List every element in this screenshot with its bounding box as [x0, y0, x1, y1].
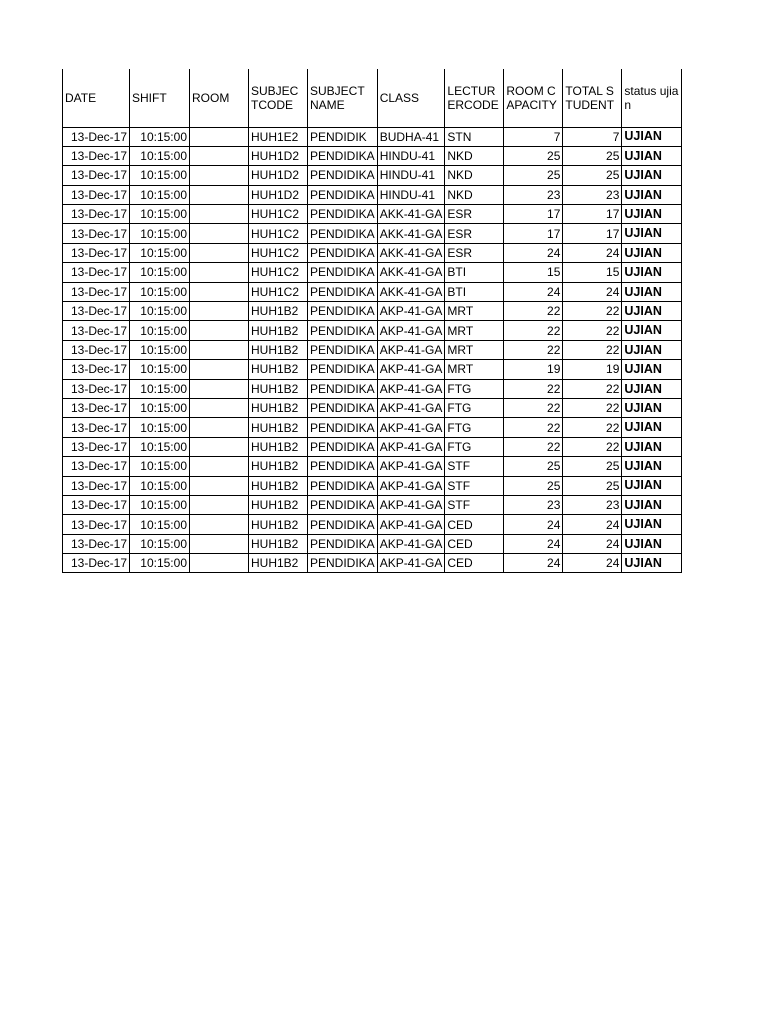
cell-total-student[interactable]: 24 — [563, 515, 622, 534]
cell-room[interactable] — [190, 321, 249, 340]
cell-subject-code[interactable]: HUH1B2 — [249, 554, 308, 573]
cell-lecturer-code[interactable]: MRT — [445, 302, 504, 321]
cell-subject-code[interactable]: HUH1C2 — [249, 205, 308, 224]
cell-room[interactable] — [190, 263, 249, 282]
cell-room-capacity[interactable]: 22 — [504, 340, 563, 359]
cell-shift[interactable]: 10:15:00 — [130, 476, 190, 495]
cell-subject-name[interactable]: PENDIDIKA — [308, 224, 378, 243]
cell-date[interactable]: 13-Dec-17 — [63, 534, 130, 553]
cell-class[interactable]: BUDHA-41 — [377, 127, 445, 146]
cell-room-capacity[interactable]: 25 — [504, 166, 563, 185]
cell-status[interactable]: UJIAN — [622, 418, 682, 437]
cell-lecturer-code[interactable]: FTG — [445, 379, 504, 398]
cell-lecturer-code[interactable]: STF — [445, 457, 504, 476]
cell-status[interactable]: UJIAN — [622, 398, 682, 417]
cell-room-capacity[interactable]: 22 — [504, 398, 563, 417]
cell-subject-code[interactable]: HUH1C2 — [249, 263, 308, 282]
cell-room[interactable] — [190, 398, 249, 417]
cell-shift[interactable]: 10:15:00 — [130, 418, 190, 437]
cell-subject-name[interactable]: PENDIDIKA — [308, 205, 378, 224]
cell-lecturer-code[interactable]: STF — [445, 476, 504, 495]
cell-class[interactable]: AKP-41-GA — [377, 360, 445, 379]
cell-class[interactable]: AKP-41-GA — [377, 321, 445, 340]
cell-status[interactable]: UJIAN — [622, 437, 682, 456]
cell-shift[interactable]: 10:15:00 — [130, 205, 190, 224]
cell-room[interactable] — [190, 379, 249, 398]
cell-total-student[interactable]: 22 — [563, 398, 622, 417]
cell-date[interactable]: 13-Dec-17 — [63, 437, 130, 456]
cell-subject-code[interactable]: HUH1B2 — [249, 418, 308, 437]
cell-date[interactable]: 13-Dec-17 — [63, 379, 130, 398]
cell-total-student[interactable]: 22 — [563, 340, 622, 359]
cell-subject-code[interactable]: HUH1B2 — [249, 534, 308, 553]
cell-lecturer-code[interactable]: FTG — [445, 437, 504, 456]
cell-room[interactable] — [190, 418, 249, 437]
cell-subject-name[interactable]: PENDIDIKA — [308, 379, 378, 398]
cell-subject-code[interactable]: HUH1B2 — [249, 321, 308, 340]
cell-date[interactable]: 13-Dec-17 — [63, 554, 130, 573]
cell-lecturer-code[interactable]: NKD — [445, 166, 504, 185]
cell-subject-name[interactable]: PENDIDIKA — [308, 534, 378, 553]
table-row — [63, 282, 682, 301]
cell-room[interactable] — [190, 224, 249, 243]
cell-class[interactable]: AKP-41-GA — [377, 418, 445, 437]
cell-subject-name[interactable]: PENDIDIKA — [308, 495, 378, 514]
cell-status[interactable]: UJIAN — [622, 476, 682, 495]
cell-room-capacity[interactable]: 15 — [504, 263, 563, 282]
cell-room[interactable] — [190, 515, 249, 534]
cell-room-capacity[interactable]: 17 — [504, 205, 563, 224]
cell-room[interactable] — [190, 282, 249, 301]
cell-room[interactable] — [190, 360, 249, 379]
cell-total-student[interactable]: 22 — [563, 437, 622, 456]
cell-class[interactable]: HINDU-41 — [377, 185, 445, 204]
cell-date[interactable]: 13-Dec-17 — [63, 418, 130, 437]
cell-total-student[interactable]: 25 — [563, 457, 622, 476]
cell-total-student[interactable]: 22 — [563, 379, 622, 398]
cell-total-student[interactable]: 23 — [563, 495, 622, 514]
exam-schedule-sheet — [62, 69, 682, 573]
cell-status[interactable]: UJIAN — [622, 185, 682, 204]
cell-date[interactable]: 13-Dec-17 — [63, 398, 130, 417]
table-row — [63, 127, 682, 146]
cell-shift[interactable]: 10:15:00 — [130, 398, 190, 417]
cell-room[interactable] — [190, 243, 249, 262]
cell-room-capacity[interactable]: 24 — [504, 282, 563, 301]
header-row — [63, 69, 682, 127]
cell-date[interactable]: 13-Dec-17 — [63, 515, 130, 534]
cell-class[interactable]: AKP-41-GA — [377, 476, 445, 495]
cell-lecturer-code[interactable]: CED — [445, 534, 504, 553]
cell-shift[interactable]: 10:15:00 — [130, 437, 190, 456]
cell-total-student[interactable]: 24 — [563, 554, 622, 573]
header-status-ujian[interactable]: status ujian — [622, 69, 682, 127]
cell-status[interactable]: UJIAN — [622, 534, 682, 553]
cell-class[interactable]: AKP-41-GA — [377, 554, 445, 573]
cell-subject-code[interactable]: HUH1D2 — [249, 166, 308, 185]
cell-status[interactable]: UJIAN — [622, 495, 682, 514]
cell-class[interactable]: AKP-41-GA — [377, 398, 445, 417]
cell-total-student[interactable]: 17 — [563, 205, 622, 224]
cell-room-capacity[interactable]: 17 — [504, 224, 563, 243]
cell-room[interactable] — [190, 185, 249, 204]
cell-room-capacity[interactable]: 25 — [504, 457, 563, 476]
cell-date[interactable]: 13-Dec-17 — [63, 340, 130, 359]
cell-total-student[interactable]: 24 — [563, 282, 622, 301]
cell-class[interactable]: HINDU-41 — [377, 146, 445, 165]
cell-status[interactable]: UJIAN — [622, 379, 682, 398]
cell-lecturer-code[interactable]: MRT — [445, 360, 504, 379]
cell-date[interactable]: 13-Dec-17 — [63, 185, 130, 204]
cell-shift[interactable]: 10:15:00 — [130, 379, 190, 398]
cell-status[interactable]: UJIAN — [622, 302, 682, 321]
cell-total-student[interactable]: 22 — [563, 418, 622, 437]
cell-subject-name[interactable]: PENDIDIKA — [308, 166, 378, 185]
cell-lecturer-code[interactable]: ESR — [445, 224, 504, 243]
table-row — [63, 495, 682, 514]
table-row — [63, 418, 682, 437]
cell-class[interactable]: AKP-41-GA — [377, 302, 445, 321]
table-row — [63, 379, 682, 398]
cell-subject-name[interactable]: PENDIDIKA — [308, 398, 378, 417]
cell-total-student[interactable]: 24 — [563, 243, 622, 262]
cell-date[interactable]: 13-Dec-17 — [63, 263, 130, 282]
cell-class[interactable]: AKP-41-GA — [377, 534, 445, 553]
cell-room-capacity[interactable]: 24 — [504, 515, 563, 534]
header-room[interactable]: ROOM — [190, 69, 249, 127]
cell-subject-code[interactable]: HUH1B2 — [249, 515, 308, 534]
cell-subject-code[interactable]: HUH1C2 — [249, 243, 308, 262]
table-row — [63, 166, 682, 185]
cell-room[interactable] — [190, 457, 249, 476]
table-row — [63, 457, 682, 476]
table-row — [63, 146, 682, 165]
table-body — [63, 127, 682, 573]
cell-room[interactable] — [190, 302, 249, 321]
cell-lecturer-code[interactable]: ESR — [445, 205, 504, 224]
cell-total-student[interactable]: 24 — [563, 534, 622, 553]
cell-subject-name[interactable]: PENDIDIKA — [308, 263, 378, 282]
cell-total-student[interactable]: 7 — [563, 127, 622, 146]
cell-lecturer-code[interactable]: NKD — [445, 185, 504, 204]
cell-date[interactable]: 13-Dec-17 — [63, 146, 130, 165]
cell-subject-name[interactable]: PENDIDIKA — [308, 437, 378, 456]
cell-subject-code[interactable]: HUH1B2 — [249, 379, 308, 398]
cell-subject-name[interactable]: PENDIDIK — [308, 127, 378, 146]
header-lecturer-code[interactable]: LECTURERCODE — [445, 69, 504, 127]
cell-subject-code[interactable]: HUH1E2 — [249, 127, 308, 146]
header-total-student[interactable]: TOTAL STUDENT — [563, 69, 622, 127]
cell-room[interactable] — [190, 534, 249, 553]
cell-shift[interactable]: 10:15:00 — [130, 515, 190, 534]
cell-subject-code[interactable]: HUH1B2 — [249, 360, 308, 379]
cell-subject-code[interactable]: HUH1C2 — [249, 282, 308, 301]
cell-total-student[interactable]: 22 — [563, 321, 622, 340]
cell-room-capacity[interactable]: 22 — [504, 437, 563, 456]
cell-room[interactable] — [190, 554, 249, 573]
exam-schedule-table — [62, 69, 682, 573]
cell-shift[interactable]: 10:15:00 — [130, 127, 190, 146]
cell-subject-name[interactable]: PENDIDIKA — [308, 476, 378, 495]
cell-lecturer-code[interactable]: FTG — [445, 398, 504, 417]
cell-class[interactable]: AKP-41-GA — [377, 340, 445, 359]
cell-room-capacity[interactable]: 25 — [504, 146, 563, 165]
cell-status[interactable]: UJIAN — [622, 166, 682, 185]
cell-shift[interactable]: 10:15:00 — [130, 534, 190, 553]
cell-total-student[interactable]: 22 — [563, 302, 622, 321]
cell-status[interactable]: UJIAN — [622, 321, 682, 340]
cell-shift[interactable]: 10:15:00 — [130, 457, 190, 476]
header-class[interactable]: CLASS — [377, 69, 445, 127]
table-row — [63, 224, 682, 243]
cell-shift[interactable]: 10:15:00 — [130, 185, 190, 204]
cell-status[interactable]: UJIAN — [622, 127, 682, 146]
cell-status[interactable]: UJIAN — [622, 243, 682, 262]
cell-room[interactable] — [190, 127, 249, 146]
cell-total-student[interactable]: 25 — [563, 476, 622, 495]
table-row — [63, 321, 682, 340]
header-subject-code[interactable]: SUBJECTCODE — [249, 69, 308, 127]
cell-class[interactable]: AKP-41-GA — [377, 457, 445, 476]
cell-status[interactable]: UJIAN — [622, 146, 682, 165]
cell-total-student[interactable]: 25 — [563, 146, 622, 165]
cell-total-student[interactable]: 17 — [563, 224, 622, 243]
header-subject-name[interactable]: SUBJECT NAME — [308, 69, 378, 127]
table-row — [63, 476, 682, 495]
cell-status[interactable]: UJIAN — [622, 554, 682, 573]
cell-class[interactable]: AKK-41-GA — [377, 263, 445, 282]
cell-room[interactable] — [190, 340, 249, 359]
cell-lecturer-code[interactable]: NKD — [445, 146, 504, 165]
cell-shift[interactable]: 10:15:00 — [130, 224, 190, 243]
cell-lecturer-code[interactable]: STF — [445, 495, 504, 514]
cell-date[interactable]: 13-Dec-17 — [63, 282, 130, 301]
cell-subject-name[interactable]: PENDIDIKA — [308, 360, 378, 379]
cell-room-capacity[interactable]: 24 — [504, 554, 563, 573]
cell-class[interactable]: AKP-41-GA — [377, 515, 445, 534]
cell-room-capacity[interactable]: 19 — [504, 360, 563, 379]
cell-lecturer-code[interactable]: FTG — [445, 418, 504, 437]
cell-lecturer-code[interactable]: BTI — [445, 263, 504, 282]
cell-class[interactable]: AKP-41-GA — [377, 437, 445, 456]
cell-shift[interactable]: 10:15:00 — [130, 495, 190, 514]
cell-shift[interactable]: 10:15:00 — [130, 340, 190, 359]
cell-subject-name[interactable]: PENDIDIKA — [308, 554, 378, 573]
table-row — [63, 515, 682, 534]
header-date[interactable]: DATE — [63, 69, 130, 127]
cell-lecturer-code[interactable]: STN — [445, 127, 504, 146]
cell-subject-code[interactable]: HUH1C2 — [249, 224, 308, 243]
cell-room[interactable] — [190, 495, 249, 514]
cell-shift[interactable]: 10:15:00 — [130, 321, 190, 340]
cell-subject-name[interactable]: PENDIDIKA — [308, 282, 378, 301]
cell-subject-name[interactable]: PENDIDIKA — [308, 146, 378, 165]
cell-lecturer-code[interactable]: CED — [445, 515, 504, 534]
cell-room-capacity[interactable]: 22 — [504, 418, 563, 437]
cell-shift[interactable]: 10:15:00 — [130, 360, 190, 379]
cell-shift[interactable]: 10:15:00 — [130, 282, 190, 301]
cell-class[interactable]: AKK-41-GA — [377, 205, 445, 224]
cell-class[interactable]: AKP-41-GA — [377, 495, 445, 514]
cell-subject-name[interactable]: PENDIDIKA — [308, 321, 378, 340]
cell-room-capacity[interactable]: 24 — [504, 243, 563, 262]
cell-date[interactable]: 13-Dec-17 — [63, 476, 130, 495]
cell-date[interactable]: 13-Dec-17 — [63, 243, 130, 262]
cell-room[interactable] — [190, 166, 249, 185]
cell-subject-name[interactable]: PENDIDIKA — [308, 515, 378, 534]
cell-room-capacity[interactable]: 23 — [504, 495, 563, 514]
cell-status[interactable]: UJIAN — [622, 360, 682, 379]
header-room-capacity[interactable]: ROOM CAPACITY — [504, 69, 563, 127]
cell-lecturer-code[interactable]: MRT — [445, 321, 504, 340]
table-header — [63, 69, 682, 127]
cell-subject-name[interactable]: PENDIDIKA — [308, 243, 378, 262]
cell-date[interactable]: 13-Dec-17 — [63, 457, 130, 476]
table-row — [63, 437, 682, 456]
cell-status[interactable]: UJIAN — [622, 457, 682, 476]
cell-room[interactable] — [190, 437, 249, 456]
table-row — [63, 263, 682, 282]
table-row — [63, 398, 682, 417]
cell-subject-name[interactable]: PENDIDIKA — [308, 457, 378, 476]
cell-class[interactable]: AKK-41-GA — [377, 224, 445, 243]
cell-total-student[interactable]: 23 — [563, 185, 622, 204]
cell-date[interactable]: 13-Dec-17 — [63, 321, 130, 340]
cell-lecturer-code[interactable]: BTI — [445, 282, 504, 301]
cell-subject-code[interactable]: HUH1B2 — [249, 302, 308, 321]
table-row — [63, 360, 682, 379]
cell-total-student[interactable]: 15 — [563, 263, 622, 282]
cell-room[interactable] — [190, 146, 249, 165]
table-row — [63, 243, 682, 262]
cell-room-capacity[interactable]: 22 — [504, 321, 563, 340]
cell-subject-code[interactable]: HUH1B2 — [249, 340, 308, 359]
cell-shift[interactable]: 10:15:00 — [130, 554, 190, 573]
table-row — [63, 302, 682, 321]
table-row — [63, 534, 682, 553]
cell-shift[interactable]: 10:15:00 — [130, 263, 190, 282]
cell-date[interactable]: 13-Dec-17 — [63, 495, 130, 514]
cell-shift[interactable]: 10:15:00 — [130, 243, 190, 262]
cell-lecturer-code[interactable]: ESR — [445, 243, 504, 262]
cell-subject-code[interactable]: HUH1B2 — [249, 476, 308, 495]
cell-subject-code[interactable]: HUH1B2 — [249, 398, 308, 417]
cell-class[interactable]: HINDU-41 — [377, 166, 445, 185]
cell-subject-name[interactable]: PENDIDIKA — [308, 185, 378, 204]
cell-room[interactable] — [190, 205, 249, 224]
cell-room-capacity[interactable]: 24 — [504, 534, 563, 553]
cell-room[interactable] — [190, 476, 249, 495]
cell-room-capacity[interactable]: 25 — [504, 476, 563, 495]
cell-date[interactable]: 13-Dec-17 — [63, 224, 130, 243]
cell-class[interactable]: AKP-41-GA — [377, 379, 445, 398]
cell-date[interactable]: 13-Dec-17 — [63, 205, 130, 224]
cell-subject-code[interactable]: HUH1D2 — [249, 185, 308, 204]
cell-date[interactable]: 13-Dec-17 — [63, 302, 130, 321]
cell-subject-name[interactable]: PENDIDIKA — [308, 418, 378, 437]
cell-shift[interactable]: 10:15:00 — [130, 302, 190, 321]
cell-room-capacity[interactable]: 22 — [504, 379, 563, 398]
table-row — [63, 340, 682, 359]
cell-status[interactable]: UJIAN — [622, 224, 682, 243]
cell-lecturer-code[interactable]: MRT — [445, 340, 504, 359]
cell-status[interactable]: UJIAN — [622, 263, 682, 282]
cell-date[interactable]: 13-Dec-17 — [63, 166, 130, 185]
cell-date[interactable]: 13-Dec-17 — [63, 360, 130, 379]
cell-total-student[interactable]: 19 — [563, 360, 622, 379]
cell-total-student[interactable]: 25 — [563, 166, 622, 185]
cell-room-capacity[interactable]: 7 — [504, 127, 563, 146]
cell-subject-code[interactable]: HUH1B2 — [249, 457, 308, 476]
header-shift[interactable]: SHIFT — [130, 69, 190, 127]
cell-status[interactable]: UJIAN — [622, 282, 682, 301]
table-row — [63, 185, 682, 204]
cell-subject-name[interactable]: PENDIDIKA — [308, 302, 378, 321]
cell-class[interactable]: AKK-41-GA — [377, 243, 445, 262]
cell-date[interactable]: 13-Dec-17 — [63, 127, 130, 146]
cell-subject-name[interactable]: PENDIDIKA — [308, 340, 378, 359]
cell-class[interactable]: AKK-41-GA — [377, 282, 445, 301]
cell-lecturer-code[interactable]: CED — [445, 554, 504, 573]
cell-subject-code[interactable]: HUH1B2 — [249, 495, 308, 514]
table-row — [63, 554, 682, 573]
cell-room-capacity[interactable]: 23 — [504, 185, 563, 204]
cell-status[interactable]: UJIAN — [622, 515, 682, 534]
cell-subject-code[interactable]: HUH1B2 — [249, 437, 308, 456]
cell-subject-code[interactable]: HUH1D2 — [249, 146, 308, 165]
cell-shift[interactable]: 10:15:00 — [130, 166, 190, 185]
table-row — [63, 205, 682, 224]
cell-room-capacity[interactable]: 22 — [504, 302, 563, 321]
cell-status[interactable]: UJIAN — [622, 340, 682, 359]
cell-shift[interactable]: 10:15:00 — [130, 146, 190, 165]
cell-status[interactable]: UJIAN — [622, 205, 682, 224]
